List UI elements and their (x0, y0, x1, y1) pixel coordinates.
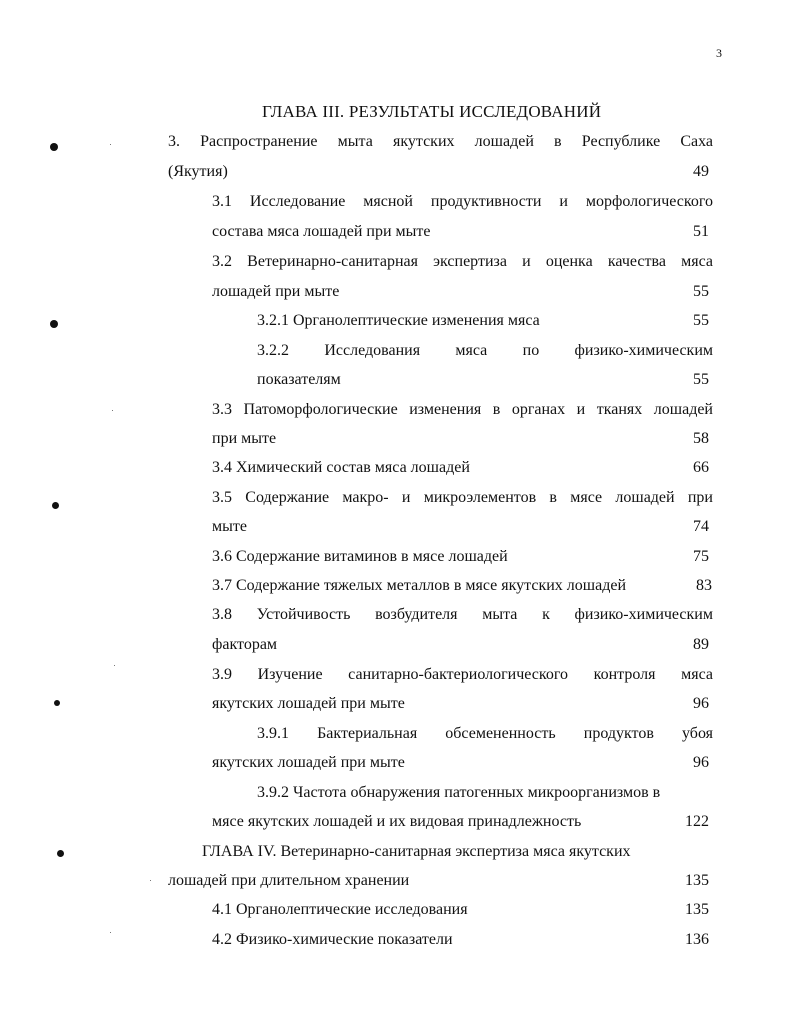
toc-3-2-1-title: 3.2.1 Органолептические изменения мяса (257, 312, 540, 329)
toc-3-6-page: 75 (693, 548, 709, 565)
toc-3-3-line2 (212, 430, 709, 448)
toc-3-9-line1: 3.9 Изучение санитарно-бактериологического контроля мяса (212, 666, 713, 683)
toc-3-9-1-line2 (212, 754, 709, 772)
toc-3-9-page: 96 (693, 695, 709, 712)
toc-3-1-title-cont: состава мяса лошадей при мыте (212, 223, 431, 240)
toc-3-9-1-page: 96 (693, 754, 709, 771)
toc-3-3-title-cont: при мыте (212, 430, 277, 447)
toc-3-1-line1: 3.1 Исследование мясной продуктивности и морфологического (212, 193, 713, 210)
toc-3-4-title: 3.4 Химический состав мяса лошадей (212, 459, 470, 476)
toc-3-9-2-page: 122 (685, 813, 709, 830)
chapter-4-heading-line2 (168, 872, 709, 890)
toc-3-9-title-cont: якутских лошадей при мыте (212, 695, 405, 712)
toc-4-1-page: 135 (685, 901, 709, 918)
toc-3-6-title: 3.6 Содержание витаминов в мясе лошадей (212, 548, 508, 565)
scan-speck (150, 880, 151, 881)
toc-3-9-2-line2 (212, 813, 709, 831)
toc-3-1-line2 (212, 223, 709, 241)
toc-3-8-line2 (212, 636, 709, 654)
chapter-3-heading: ГЛАВА III. РЕЗУЛЬТАТЫ ИССЛЕДОВАНИЙ (262, 102, 602, 121)
toc-3-3-page: 58 (693, 430, 709, 447)
toc-3-4 (212, 459, 709, 477)
scan-speck (110, 144, 111, 145)
toc-3-4-page: 66 (693, 459, 709, 476)
toc-3-9-2-line1: 3.9.2 Частота обнаружения патогенных микроорганизмов в (257, 784, 661, 801)
toc-3-2-1 (257, 312, 709, 330)
toc-3-line1: 3. Распространение мыта якутских лошадей в Республике Саха (168, 133, 713, 150)
toc-3-line2 (168, 163, 709, 181)
toc-3-7 (212, 577, 712, 595)
scan-speck (112, 410, 113, 411)
toc-3-7-page: 83 (696, 577, 712, 594)
binder-hole-mark (50, 143, 58, 151)
toc-3-8-page: 89 (693, 636, 709, 653)
toc-3-5-line2 (212, 518, 709, 536)
toc-4-2-page: 136 (685, 931, 709, 948)
toc-3-title-cont: (Якутия) (168, 163, 228, 180)
toc-3-8-line1: 3.8 Устойчивость возбудителя мыта к физико-химическим (212, 606, 713, 623)
toc-4-2 (212, 931, 709, 949)
toc-3-2-line1: 3.2 Ветеринарно-санитарная экспертиза и оценка качества мяса (212, 253, 713, 270)
toc-3-2-2-title-cont: показателям (257, 371, 341, 388)
binder-hole-mark (52, 502, 59, 509)
toc-4-1 (212, 901, 709, 919)
toc-3-8-title-cont: факторам (212, 636, 278, 653)
toc-3-2-page: 55 (693, 283, 709, 300)
toc-3-5-title-cont: мыте (212, 518, 247, 535)
chapter-4-title-cont: лошадей при длительном хранении (168, 872, 410, 889)
toc-3-9-line2 (212, 695, 709, 713)
toc-3-2-1-page: 55 (693, 312, 709, 329)
toc-3-9-1-line1: 3.9.1 Бактериальная обсемененность продуктов убоя (257, 725, 713, 742)
toc-4-2-title: 4.2 Физико-химические показатели (212, 931, 453, 948)
toc-3-5-page: 74 (693, 518, 709, 535)
toc-3-2-line2 (212, 283, 709, 301)
binder-hole-mark (54, 700, 60, 706)
toc-3-2-2-line1: 3.2.2 Исследования мяса по физико-химическим (257, 342, 713, 359)
page-number: 3 (716, 46, 722, 60)
scan-speck (114, 665, 115, 666)
scan-speck (110, 932, 111, 933)
toc-3-9-2-title-cont: мясе якутских лошадей и их видовая принадлежность (212, 813, 582, 830)
toc-4-1-title: 4.1 Органолептические исследования (212, 901, 468, 918)
toc-3-2-title-cont: лошадей при мыте (212, 283, 340, 300)
binder-hole-mark (50, 320, 58, 328)
toc-3-page: 49 (693, 163, 709, 180)
toc-3-9-1-title-cont: якутских лошадей при мыте (212, 754, 405, 771)
chapter-4-page: 135 (685, 872, 709, 889)
toc-3-2-2-line2 (257, 371, 709, 389)
toc-3-5-line1: 3.5 Содержание макро- и микроэлементов в мясе лошадей при (212, 489, 713, 506)
chapter-4-heading-line1: ГЛАВА IV. Ветеринарно-санитарная экспертиза мяса якутских (202, 843, 631, 860)
toc-3-7-title: 3.7 Содержание тяжелых металлов в мясе якутских лошадей (212, 577, 627, 594)
binder-hole-mark (57, 850, 64, 857)
toc-3-6 (212, 548, 709, 566)
toc-3-1-page: 51 (693, 223, 709, 240)
toc-3-2-2-page: 55 (693, 371, 709, 388)
toc-3-3-line1: 3.3 Патоморфологические изменения в органах и тканях лошадей (212, 401, 713, 418)
